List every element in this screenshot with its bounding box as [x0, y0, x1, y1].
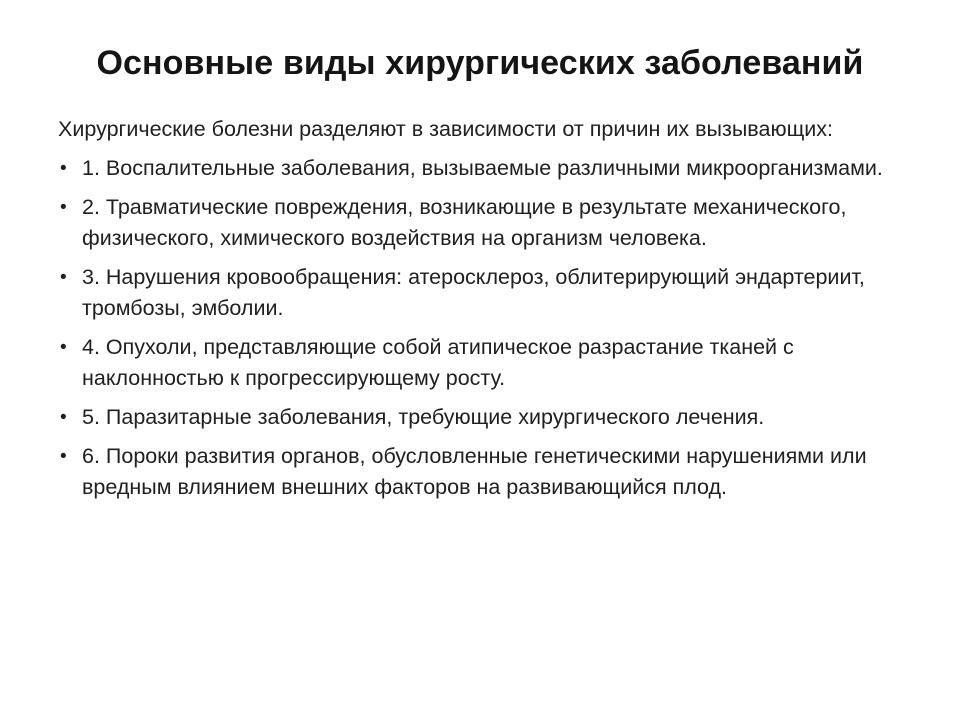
- list-item-text: 6. Пороки развития органов, обусловленные генетическими нарушениями или вредным влиянием внешних факторов на развивающийся плод.: [82, 444, 867, 499]
- bullet-icon: •: [60, 158, 67, 179]
- list-item: [58, 262, 904, 324]
- list-item: [58, 192, 904, 254]
- list-item: [58, 332, 904, 394]
- list-item: [58, 402, 904, 433]
- bullet-icon: •: [60, 197, 67, 218]
- slide-title: Основные виды хирургических заболеваний: [96, 44, 864, 82]
- intro-text: Хирургические болезни разделяют в зависимости от причин их вызывающих:: [58, 117, 833, 141]
- bullet-icon: •: [60, 337, 67, 358]
- bullet-list: [58, 153, 904, 503]
- list-item-text: 3. Нарушения кровообращения: атеросклероз, облитерирующий эндартериит, тромбозы, эмболии.: [82, 265, 865, 320]
- bullet-icon: •: [60, 267, 67, 288]
- bullet-icon: •: [60, 407, 67, 428]
- list-item-text: 2. Травматические повреждения, возникающие в результате механического, физического, химического воздействия на организм человека.: [82, 195, 847, 250]
- list-item-text: 1. Воспалительные заболевания, вызываемые различными микроорганизмами.: [82, 156, 883, 180]
- slide-content: [58, 114, 904, 511]
- bullet-icon: •: [60, 446, 67, 467]
- list-item-text: 4. Опухоли, представляющие собой атипическое разрастание тканей с наклонностью к прогрессирующему росту.: [82, 335, 794, 390]
- list-item: [58, 441, 904, 503]
- list-item-text: 5. Паразитарные заболевания, требующие хирургического лечения.: [82, 405, 765, 429]
- list-item: [58, 153, 904, 184]
